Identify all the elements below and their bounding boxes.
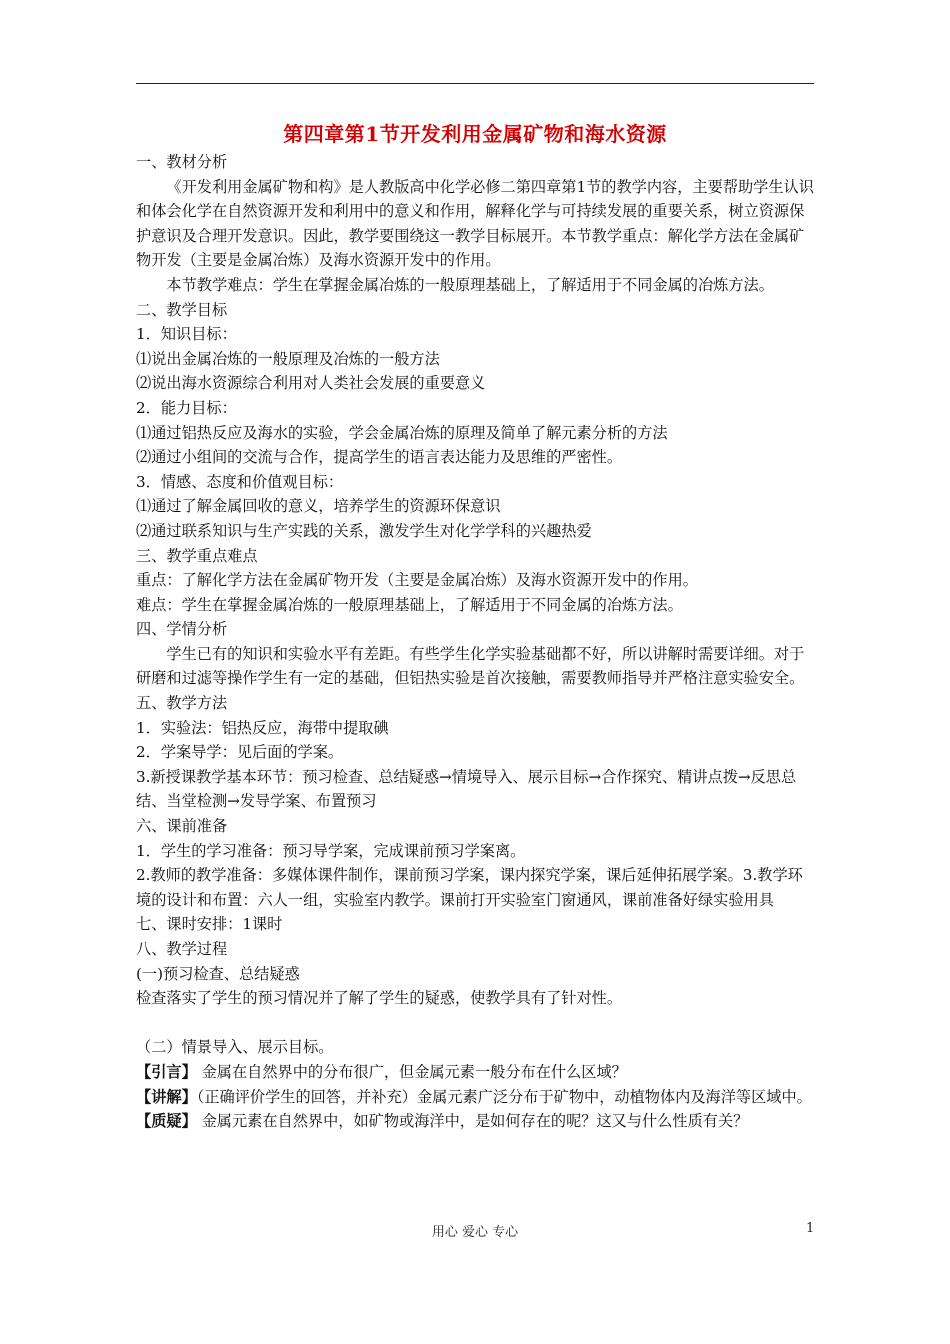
list-item: 1．学生的学习准备：预习导学案，完成课前预习学案离。	[136, 841, 526, 860]
dialog-line	[136, 1109, 816, 1134]
dialog-tag: 【讲解】	[136, 1087, 197, 1106]
dialog-text: 金属元素在自然界中，如矿物或海洋中，是如何存在的呢？这又与什么性质有关？	[201, 1112, 749, 1131]
paragraph: 学生已有的知识和实验水平有差距。有些学生化学实验基础都不好，所以讲解时需要详细。对于研磨和过滤等操作学生有一定的基础，但铝热实验是首次接触，需要教师指导并严格注意实验安全。	[136, 644, 805, 688]
dialog-tag: 【引言】	[136, 1062, 197, 1081]
list-item: ⑴通过了解金属回收的意义，培养学生的资源环保意识	[136, 497, 501, 516]
paragraph: 本节教学难点：学生在掌握金属冶炼的一般原理基础上，了解适用于不同金属的冶炼方法。	[166, 275, 774, 294]
list-item: ⑴通过铝热反应及海水的实验，学会金属冶炼的原理及简单了解元素分析的方法	[136, 423, 668, 442]
paragraph: 重点：了解化学方法在金属矿物开发（主要是金属冶炼）及海水资源开发中的作用。	[136, 571, 698, 590]
list-item: 3.新授课教学基本环节：预习检查、总结疑惑→情境导入、展示目标→合作探究、精讲点拨→反思总结、当堂检测→发导学案、布置预习	[136, 767, 797, 811]
page-footer: 用心 爱心 专心	[431, 1225, 519, 1240]
list-item: 1．实验法：铝热反应，海带中提取碘	[136, 718, 389, 737]
section-heading: 三、教学重点难点	[136, 546, 258, 565]
subheading: (一)预习检查、总结疑惑	[136, 964, 300, 983]
subheading: 3．情感、态度和价值观目标：	[136, 472, 344, 491]
list-item: ⑵通过小组间的交流与合作，提高学生的语言表达能力及思维的严密性。	[136, 448, 622, 467]
section-heading: 一、教材分析	[136, 153, 228, 171]
section-heading: 四、学情分析	[136, 620, 228, 639]
list-item: ⑵说出海水资源综合利用对人类社会发展的重要意义	[136, 374, 486, 393]
list-item: 2.教师的教学准备：多媒体课件制作，课前预习学案，课内探究学案，课后延伸拓展学案。3.教学环境的设计和布置：六人一组，实验室内教学。课前打开实验室门窗通风，课前准备好绿实验用具	[136, 866, 803, 909]
paragraph: 检查落实了学生的预习情况并了解了学生的疑惑，使教学具有了针对性。	[136, 989, 622, 1008]
list-item: ⑵通过联系知识与生产实践的关系，激发学生对化学学科的兴趣热爱	[136, 521, 592, 540]
dialog-text: （正确评价学生的回答，并补充）金属元素广泛分布于矿物中，动植物体内及海洋等区域中。	[196, 1087, 812, 1106]
subheading: 2．能力目标：	[136, 398, 237, 417]
section-heading: 七、课时安排：1课时	[136, 915, 283, 934]
subheading: 1．知识目标：	[136, 325, 237, 344]
list-item: ⑴说出金属冶炼的一般原理及冶炼的一般方法	[136, 349, 440, 368]
paragraph: 难点：学生在掌握金属冶炼的一般原理基础上，了解适用于不同金属的冶炼方法。	[136, 595, 683, 614]
blank-line	[136, 1011, 816, 1036]
section-heading: 八、教学过程	[136, 940, 228, 958]
dialog-text: 金属在自然界中的分布很广，但金属元素一般分布在什么区域？	[201, 1062, 627, 1081]
section-heading: 五、教学方法	[136, 694, 228, 713]
paragraph: 《开发利用金属矿物和构》是人教版高中化学必修二第四章第1节的教学内容，主要帮助学生认识和体会化学在自然资源开发和利用中的意义和作用，解释化学与可持续发展的重要关系，树立资源保护意识及合理开发意识。因此，教学要围绕这一教学目标展开。本节教学重点：解化学方法在金属矿物开发（主要是金属冶炼）及海水资源开发中的作用。	[136, 177, 814, 270]
dialog-line	[136, 1085, 816, 1110]
dialog-line	[136, 1060, 816, 1085]
page-number: 1	[806, 1221, 815, 1236]
dialog-tag: 【质疑】	[136, 1112, 197, 1131]
section-heading: 六、课前准备	[136, 817, 228, 836]
document-body	[136, 150, 816, 1134]
header-rule	[136, 83, 814, 84]
section-heading: 二、教学目标	[136, 300, 228, 319]
list-item: 2．学案导学：见后面的学案。	[136, 743, 344, 762]
subheading: （二）情景导入、展示目标。	[136, 1038, 334, 1057]
page-title: 第四章第1节开发利用金属矿物和海水资源	[283, 122, 667, 146]
